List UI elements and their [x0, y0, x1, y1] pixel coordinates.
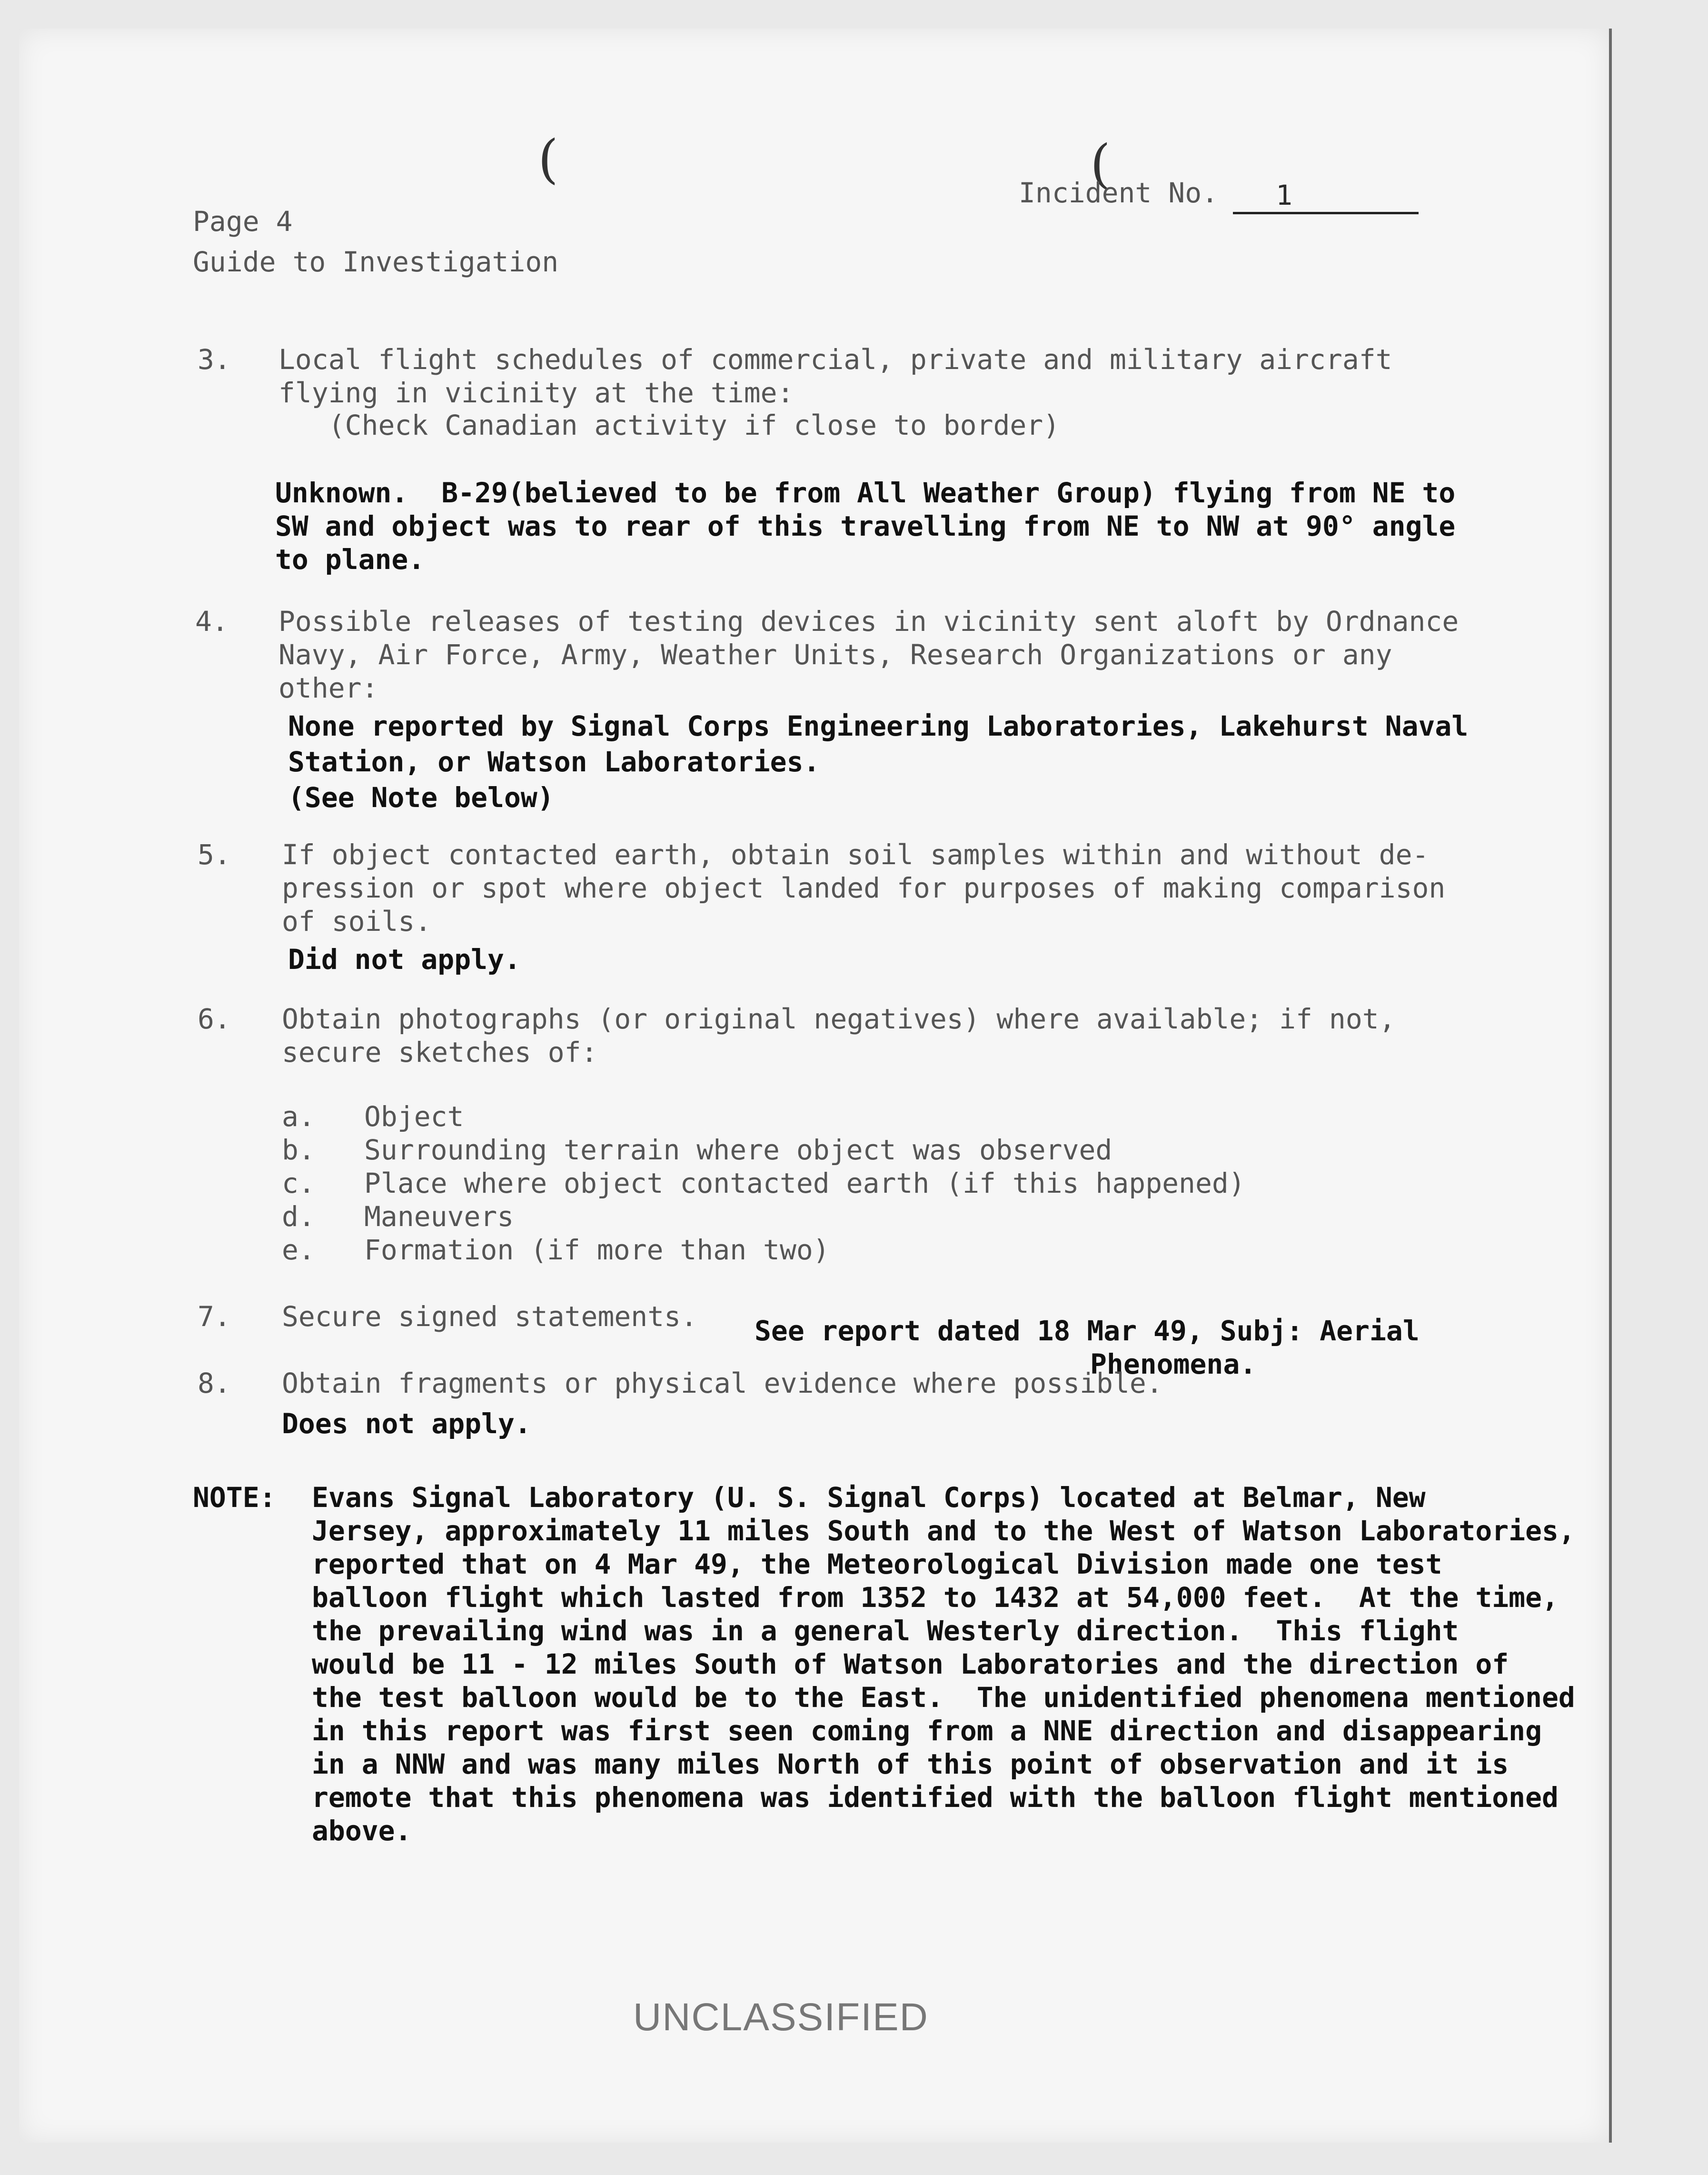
item-text-line: Possible releases of testing devices in vicinity sent aloft by Ordnance: [278, 605, 1459, 638]
note-line: Evans Signal Laboratory (U. S. Signal Corps) located at Belmar, New: [312, 1481, 1426, 1514]
note-line: the test balloon would be to the East. The unidentified phenomena mentioned: [312, 1681, 1575, 1714]
item-text-line: Secure signed statements.: [282, 1300, 697, 1333]
note-line: Jersey, approximately 11 miles South and to the West of Watson Laboratories,: [312, 1515, 1575, 1547]
item-number: 6.: [198, 1003, 231, 1035]
item-number: 7.: [198, 1300, 231, 1333]
item-answer-line: Did not apply.: [288, 943, 521, 976]
incident-number: 1: [1276, 179, 1292, 211]
item-text-line: pression or spot where object landed for purposes of making comparison: [282, 872, 1446, 904]
item-text-line: If object contacted earth, obtain soil samples within and without de-: [282, 838, 1429, 871]
note-label: NOTE:: [193, 1481, 276, 1514]
item-answer-line: (See Note below): [288, 781, 554, 814]
item-answer-line: Station, or Watson Laboratories.: [288, 746, 820, 778]
page-number: Page 4: [193, 205, 293, 238]
item-number: 5.: [198, 838, 231, 871]
sub-item-letter: b.: [282, 1134, 315, 1166]
item-number: 3.: [198, 343, 231, 376]
sub-item-letter: d.: [282, 1200, 315, 1233]
note-line: would be 11 - 12 miles South of Watson Laboratories and the direction of: [312, 1648, 1509, 1680]
item-answer-line: Does not apply.: [282, 1407, 531, 1440]
item-text-line: Local flight schedules of commercial, private and military aircraft: [278, 343, 1392, 376]
item-number: 8.: [198, 1367, 231, 1399]
sub-item-text: Surrounding terrain where object was observed: [364, 1134, 1112, 1166]
sub-item-text: Maneuvers: [364, 1200, 514, 1233]
sub-item-text: Formation (if more than two): [364, 1234, 830, 1266]
item-text-line: Obtain photographs (or original negatives) where available; if not,: [282, 1003, 1396, 1035]
sub-item-letter: a.: [282, 1100, 315, 1133]
incident-number-underline: [1233, 212, 1419, 214]
note-line: the prevailing wind was in a general Westerly direction. This flight: [312, 1615, 1459, 1647]
item-answer-line: Phenomena.: [1090, 1348, 1257, 1380]
stray-mark: (: [538, 129, 558, 190]
item-text-line: other:: [278, 672, 378, 704]
note-line: above.: [312, 1815, 412, 1847]
item-text-line: of soils.: [282, 905, 432, 938]
note-line: reported that on 4 Mar 49, the Meteorological Division made one test: [312, 1548, 1442, 1580]
item-text-line: Obtain fragments or physical evidence where possible.: [282, 1367, 1163, 1399]
item-answer-line: Unknown. B-29(believed to be from All Weather Group) flying from NE to: [275, 477, 1456, 509]
sub-item-letter: c.: [282, 1167, 315, 1199]
item-answer-line: SW and object was to rear of this travelling from NE to NW at 90° angle: [275, 510, 1456, 542]
sub-item-text: Object: [364, 1100, 464, 1133]
note-line: remote that this phenomena was identified with the balloon flight mentioned: [312, 1781, 1559, 1814]
note-line: balloon flight which lasted from 1352 to 1432 at 54,000 feet. At the time,: [312, 1581, 1559, 1614]
classification-stamp: UNCLASSIFIED: [633, 1995, 929, 2039]
item-text-line: Navy, Air Force, Army, Weather Units, Research Organizations or any: [278, 639, 1392, 671]
note-line: in this report was first seen coming from a NNE direction and disappearing: [312, 1715, 1542, 1747]
sub-item-text: Place where object contacted earth (if this happened): [364, 1167, 1245, 1199]
sub-item-letter: e.: [282, 1234, 315, 1266]
item-text-line: flying in vicinity at the time:: [278, 377, 794, 409]
note-line: in a NNW and was many miles North of this point of observation and it is: [312, 1748, 1509, 1780]
item-text-line: secure sketches of:: [282, 1036, 598, 1068]
item-answer-line: to plane.: [275, 543, 425, 576]
document-subtitle: Guide to Investigation: [193, 246, 559, 278]
item-text-line: (Check Canadian activity if close to border): [278, 409, 1060, 441]
incident-label: Incident No.: [1019, 177, 1219, 209]
item-number: 4.: [195, 605, 228, 638]
item-answer-line: None reported by Signal Corps Engineering Laboratories, Lakehurst Naval: [288, 710, 1469, 742]
stray-mark: (: [1090, 133, 1111, 194]
item-answer-line: See report dated 18 Mar 49, Subj: Aerial: [755, 1315, 1420, 1347]
